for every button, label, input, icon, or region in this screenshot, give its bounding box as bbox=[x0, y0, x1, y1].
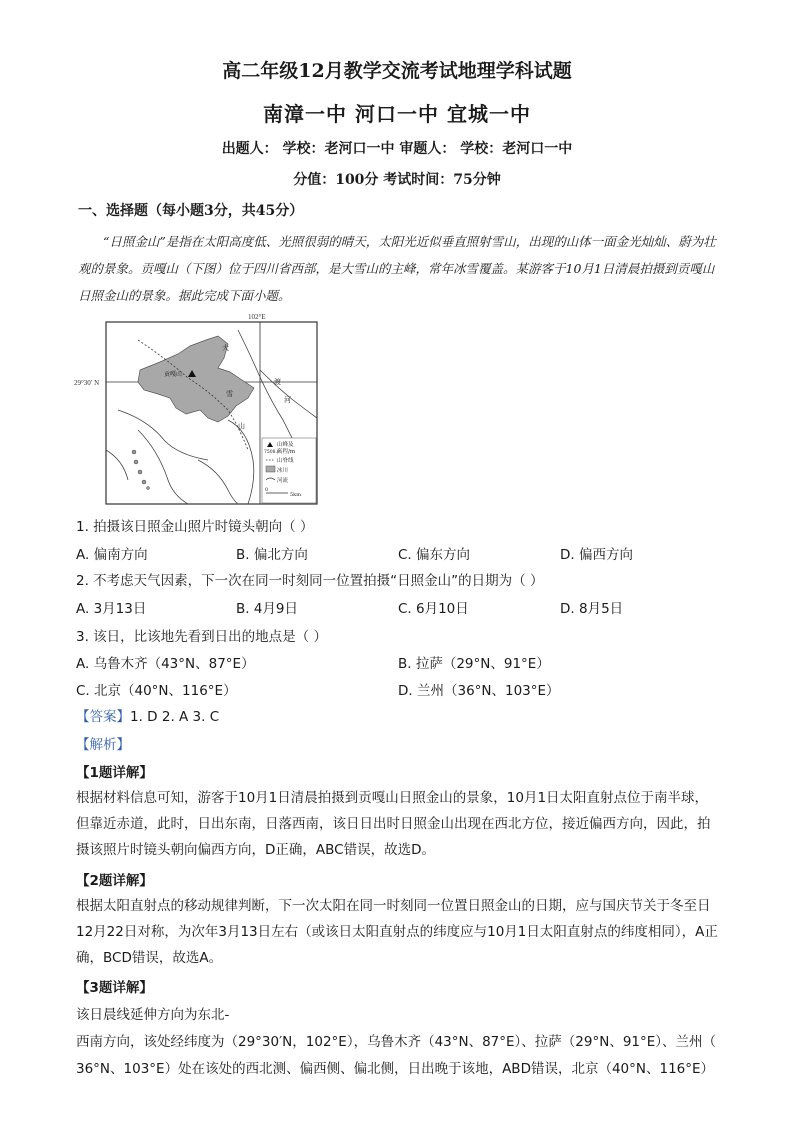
detail-3-line-2: 西南方向，该处经纬度为（29°30′N，102°E），乌鲁木齐（43°N、87°E）、拉萨（29°N、91°E）、兰州（ bbox=[76, 1034, 717, 1050]
question-2-option-b[interactable]: B. 4月9日 bbox=[236, 601, 299, 617]
question-1-stem: 1. 拍摄该日照金山照片时镜头朝向（ ） bbox=[76, 519, 314, 535]
river-label-1: 大 bbox=[222, 344, 229, 352]
river-label-2: 渡 bbox=[274, 378, 281, 386]
question-2-option-c[interactable]: C. 6月10日 bbox=[398, 601, 469, 617]
latitude-label: 29°30′ N bbox=[74, 379, 100, 387]
peak-label: 贡嘎山 bbox=[164, 371, 183, 378]
analysis-label: 【解析】 bbox=[76, 737, 130, 753]
river-label-3: 河 bbox=[284, 396, 291, 404]
svg-text:山脊线: 山脊线 bbox=[277, 458, 294, 464]
mountain-label-1: 山 bbox=[238, 422, 245, 430]
question-1-option-a[interactable]: A. 偏南方向 bbox=[76, 547, 148, 563]
question-3-option-c[interactable]: C. 北京（40°N、116°E） bbox=[76, 683, 237, 699]
svg-text:冰川: 冰川 bbox=[277, 468, 289, 474]
question-1-option-d[interactable]: D. 偏西方向 bbox=[560, 547, 633, 563]
question-3-option-d[interactable]: D. 兰州（36°N、103°E） bbox=[398, 683, 560, 699]
svg-text:0: 0 bbox=[265, 487, 269, 493]
author-line: 出题人： 学校：老河口一中 审题人： 学校：老河口一中 bbox=[221, 141, 573, 157]
svg-text:7508.9: 7508.9 bbox=[264, 450, 280, 455]
detail-2-text: 根据太阳直射点的移动规律判断，下一次太阳在同一时刻同一位置日照金山的日期，应与国庆节关于冬至日12月22日对称，为次年3月13日左右（或该日太阳直射点的纬度应与10月1日太阳直射点的纬度相同），A正确，BCD错误，故选A。 bbox=[76, 898, 718, 966]
longitude-label: 102°E bbox=[248, 313, 266, 321]
question-2-option-a[interactable]: A. 3月13日 bbox=[76, 601, 147, 617]
detail-3-heading: 【3题详解】 bbox=[76, 980, 153, 996]
score-time-line: 分值：100分 考试时间：75分钟 bbox=[293, 172, 501, 188]
map-legend bbox=[262, 438, 316, 503]
svg-text:高程/m: 高程/m bbox=[277, 449, 296, 455]
answer-text: 1. D 2. A 3. C bbox=[130, 709, 220, 725]
question-material: “日照金山”是指在太阳高度低、光照很弱的晴天，太阳光近似垂直照射雪山，出现的山体一面金光灿灿、蔚为壮观的景象。贡嘎山（下图）位于四川省西部，是大雪山的主峰，常年冰雪覆盖。某游客于10月1日清晨拍摄到贡嘎山日照金山的景象。据此完成下面小题。 bbox=[78, 234, 716, 303]
question-1-option-c[interactable]: C. 偏东方向 bbox=[398, 547, 471, 563]
detail-1-text: 根据材料信息可知，游客于10月1日清晨拍摄到贡嘎山日照金山的景象，10月1日太阳直射点位于南半球，但靠近赤道，此时，日出东南，日落西南，该日日出时日照金山出现在西北方位，接近偏西方向，因此，拍摄该照片时镜头朝向偏西方向，D正确，ABC错误，故选D。 bbox=[76, 790, 711, 858]
question-3-option-b[interactable]: B. 拉萨（29°N、91°E） bbox=[398, 656, 550, 672]
question-3-stem: 3. 该日，比该地先看到日出的地点是（ ） bbox=[76, 629, 327, 645]
detail-1-heading: 【1题详解】 bbox=[76, 765, 153, 781]
exam-title: 高二年级12月教学交流考试地理学科试题 bbox=[222, 60, 572, 82]
detail-2-heading: 【2题详解】 bbox=[76, 873, 153, 889]
detail-3-line-1: 该日晨线延伸方向为东北- bbox=[76, 1007, 230, 1023]
answer-line bbox=[76, 705, 219, 725]
question-3-option-a[interactable]: A. 乌鲁木齐（43°N、87°E） bbox=[76, 656, 255, 672]
svg-text:5km: 5km bbox=[290, 492, 301, 498]
answer-label: 【答案】 bbox=[76, 709, 130, 725]
detail-3-line-3: 36°N、103°E）处在该处的西北测、偏西侧、偏北侧，日出晚于该地，ABD错误，北京（40°N、116°E） bbox=[76, 1061, 715, 1077]
school-names: 南漳一中 河口一中 宜城一中 bbox=[263, 102, 531, 126]
question-2-stem: 2. 不考虑天气因素，下一次在同一时刻同一位置拍摄“日照金山”的日期为（ ） bbox=[76, 573, 544, 589]
svg-text:山峰及: 山峰及 bbox=[277, 442, 294, 448]
question-2-option-d[interactable]: D. 8月5日 bbox=[560, 601, 624, 617]
svg-text:河流: 河流 bbox=[277, 478, 289, 484]
gongga-map-figure bbox=[74, 310, 318, 512]
question-1-option-b[interactable]: B. 偏北方向 bbox=[236, 547, 308, 563]
section-heading: 一、选择题（每小题3分，共45分） bbox=[78, 203, 304, 219]
mountain-label-2: 雪 bbox=[226, 390, 233, 398]
